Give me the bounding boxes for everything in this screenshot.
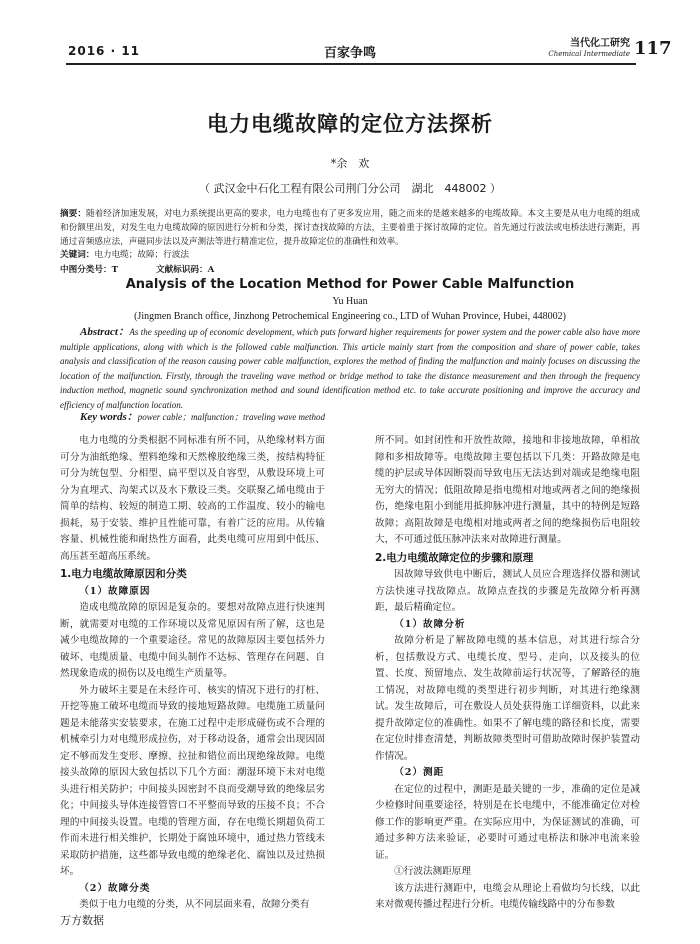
article-title-cn: 电力电缆故障的定位方法探析 — [207, 112, 493, 136]
keywords-en: Key words：power cable；malfunction；traveling wave method — [80, 411, 325, 423]
body-paragraph: 电力电缆的分类根据不同标准有所不同，从绝缘材料方面可分为油纸绝缘、塑料绝缘和天然橡胶绝缘三类，按结构特征可分为统包型、分相型、扁平型以及自容型，从敷设环境上可分为直埋式、沟架式以及水下敷设三类。交联聚乙烯电缆由于简单的结构、较短的制造工期、较高的工作温度、较小的输电损耗，易于安装、维护且性能可靠，有着广泛的应用。从传输容量、机械性能和耐热性方面看，此类电缆可应用到中低压、高压甚至超高压系统。 — [60, 435, 325, 562]
keywords-en-text: power cable；malfunction；traveling wave method — [137, 412, 325, 422]
subsection-heading-2-2: （2）测距 — [394, 767, 445, 778]
subsection-heading-1-1: （1）故障原因 — [79, 585, 151, 597]
footer-watermark: 万方数据 — [60, 914, 104, 927]
section-label: 百家争鸣 — [323, 46, 376, 61]
clc-value: T — [111, 265, 118, 275]
author-en: Yu Huan — [332, 296, 368, 307]
affiliation-cn: （ 武汉金中石化工程有限公司荆门分公司 湖北 448002 ） — [199, 182, 501, 195]
classification-line — [60, 263, 640, 277]
abstract-cn — [60, 207, 640, 249]
abstract-cn-label: 摘要： — [60, 209, 86, 219]
body-paragraph: 故障分析是了解故障电缆的基本信息，对其进行综合分析，包括敷设方式、电缆长度、型号、走向，以及接头的位置、长度、预留地点、发生故障前运行状况等，了解路径的施工情况，对故障电缆的类型进行初步判断，对其进行绝缘测试。发生故障后，可在敷设人员处获得施工详细资料，以此来提升故障定位的准确性。如果不了解电缆的路径和长度，需要在定位时排查清楚，判断故障类型时可借助故障时保护装置动作情况。 — [375, 635, 640, 762]
doc-code-value: A — [207, 265, 215, 275]
keywords-en-label: Key words — [80, 411, 127, 423]
article-title-en: Analysis of the Location Method for Power Cable Malfunction — [125, 277, 575, 292]
doc-code-label: 文献标识码： — [155, 265, 208, 275]
clc-label: 中图分类号： — [60, 265, 112, 275]
subsection-heading-1-2: （2）故障分类 — [79, 882, 151, 894]
page-number: 117 — [634, 38, 672, 59]
abstract-en-label: Abstract — [80, 326, 118, 338]
journal-brand — [530, 39, 630, 58]
abstract-en-text: As the speeding up of economic development, which puts forward higher requirements for power system and the power cable also have more multiple applications, along with which is the followed cable malfunction. This article mainly start from the composition and share of power cable, takes analysis and classification of the reason causing power cable malfunction, explores the method of finding the malfunction and mainly focuses on discussing the location of the malfunction. Firstly, through the traveling wave method or bridge method to take the distance measurement and then through the frequency induction method, magnetic sound synchronization method and sound identification method etc. to take accurate positioning and improve the accuracy and efficiency of malfunction location. — [60, 327, 641, 410]
body-paragraph: 外力破坏主要是在未经许可、核实的情况下进行的打桩、开挖等施工破坏电缆而导致的接地短路故障。电缆施工质量问题是未能落实安装要求，在施工过程中走形成碰伤或不合理的机械牵引力对电缆形成拉伤，对于移动设备，通常会出现因固定不够而发生变形、摩擦、拉扯和错位而出现绝缘故障。电缆接头故障的原因大致包括以下几个方面：潮湿环境下未对电缆头进行相关防护；中间接头因密封不良而受潮导致的绝缘层劣化；中间接头导体连接管管口不平整而导致的压接不良；不合理的中间接头设置。电缆的管理方面，存在电缆长期超负荷工作而未进行相关维护，长期处于腐蚀环境中，通过热力管线未采取防护措施，这些都导致电缆的绝缘老化、腐蚀以及过热损坏。 — [60, 684, 325, 877]
keywords-cn-label: 关键词： — [60, 250, 95, 260]
subsection-heading-2-1: （1）故障分析 — [394, 618, 466, 630]
body-paragraph: 在定位的过程中，测距是最关键的一步，准确的定位是减少检修时间重要途径，特别是在长电缆中，不能准确定位对检修工作的影响更严重。在实际应用中，为保证测试的准确，可通过多种方法来验证，必要时可通过电桥法和脉冲电流来验证。 — [375, 783, 640, 861]
author-cn: *余 欢 — [330, 157, 370, 170]
sub-subsection-heading: ①行波法测距原理 — [394, 866, 471, 877]
keywords-cn-text: 电力电缆；故障；行波法 — [94, 250, 189, 260]
body-column-right — [375, 433, 640, 914]
abstract-en: Abstract：As the speeding up of economic development, which puts forward higher requirements for power system and the power cable also have more multiple applications, along with which is the followed cable malfunction. This article mainly start from the composition and share of power cable, takes analysis and classification of the reason causing power cable malfunction, explores the method of finding the malfunction and mainly focuses on discussing the location of the malfunction. Firstly, through the traveling wave method or bridge method to take the distance measurement and then through the frequency induction method, magnetic sound synchronization method and sound identification method etc. to take accurate positioning and improve the accuracy and efficiency of malfunction location. — [60, 326, 641, 410]
issue-label: 2016 · 11 — [68, 44, 141, 58]
body-paragraph: 因故障导致供电中断后，测试人员应合理选择仪器和测试方法快速寻找故障点。故障点查找的步骤是先故障分析再测距，最后精确定位。 — [375, 569, 640, 613]
body-paragraph: 所不同。如封闭性和开放性故障，接地和非接地故障，单相故障和多相故障等。电缆故障主要包括以下几类：开路故障是电缆的护层或导体因断裂而导致电压无法达到对端或是绝缘电阻无穷大的情况；低阻故障是指电缆相对地或两者之间的绝缘损伤，绝缘电阻小到能用抵抑脉冲进行测量，其中的特例是短路故障；高阻故障是电缆相对地或两者之间的绝缘损伤后电阻较大，不可通过低压脉冲法来对故障进行测量。 — [375, 435, 640, 545]
abstract-cn-text: 随着经济加速发展，对电力系统提出更高的要求，电力电缆也有了更多发应用，随之而来的是越来越多的电缆故障。本文主要是从电力电缆的组成和份额里出发，对发生电力电缆故障的原因进行分析和分类，探讨查找故障的方法，主要着重于探讨故障的定位。首先通过行波法或电桥法进行测距，再通过音频感应法，声磁同步法以及声测法等进行精准定位，提升故障定位的准确性和效率。 — [60, 209, 640, 247]
body-paragraph: 该方法进行测距中，电缆会从理论上看做均匀长线，以此来对微观传播过程进行分析。电缆传输线路中的分布参数 — [375, 882, 640, 910]
body-column-left — [60, 433, 325, 914]
section-heading-1: 1.电力电缆故障原因和分类 — [60, 568, 187, 580]
header-divider — [66, 63, 636, 65]
body-paragraph: 类似于电力电缆的分类，从不同层面来看，故障分类有 — [79, 899, 310, 910]
affiliation-en: (Jingmen Branch office, Jinzhong Petrochemical Engineering co., LTD of Wuhan Province, Hubei, 448002) — [134, 311, 566, 322]
journal-name-cn: 当代化工研究 — [570, 38, 630, 49]
keywords-cn — [60, 248, 640, 262]
journal-name-en: Chemical Intermediate — [548, 50, 630, 58]
body-paragraph: 造成电缆故障的原因是复杂的。要想对故障点进行快速判断，就需要对电缆的工作环境以及常见原因有所了解，这也是减少电缆故障的一个重要途径。常见的故障原因主要包括外力破坏、电缆质量、电缆中间头制作不达标、管理存在问题、自然现象造成的损伤以及电缆生产质量等。 — [60, 602, 325, 679]
section-heading-2: 2.电力电缆故障定位的步骤和原理 — [375, 551, 534, 564]
